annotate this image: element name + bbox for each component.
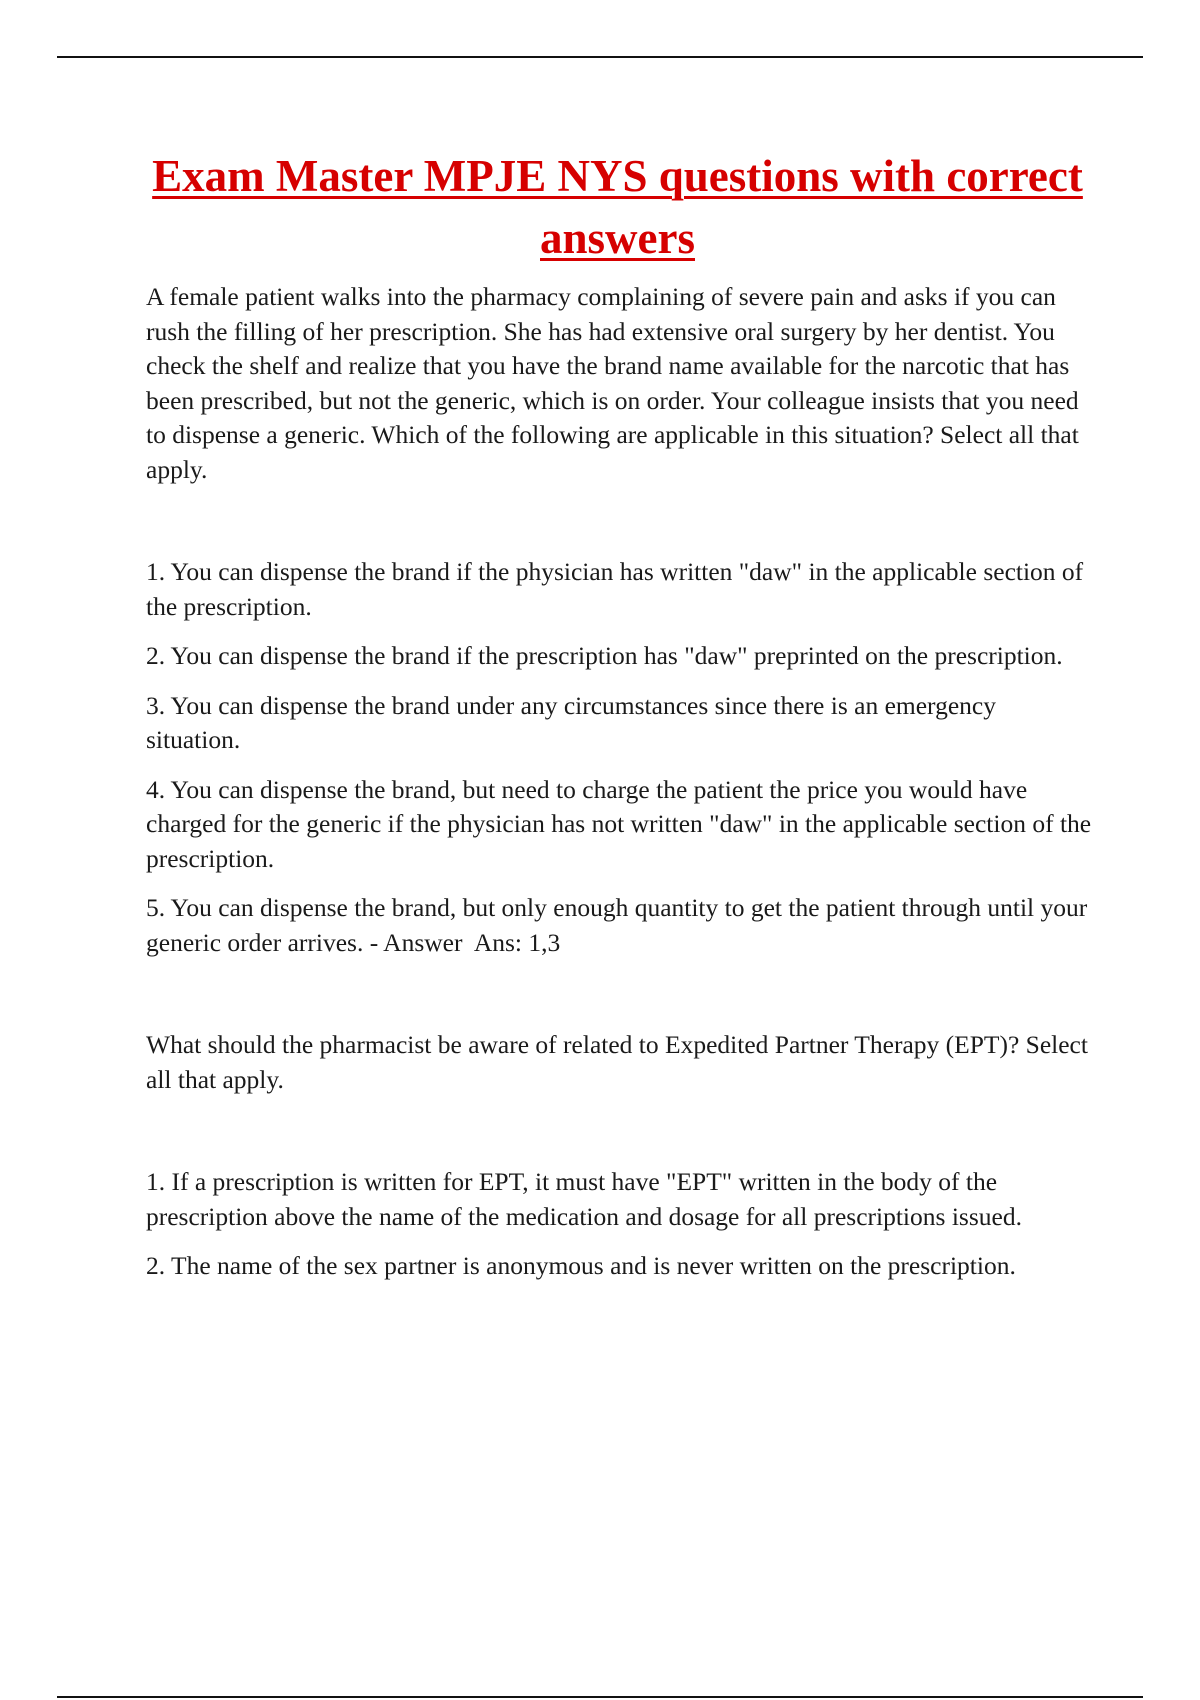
question-1-option-3: 3. You can dispense the brand under any circumstances since there is an emergency situation. bbox=[146, 690, 996, 754]
question-1-answer: - Answer Ans: 1,3 bbox=[363, 927, 561, 957]
question-2-option-1: 1. If a prescription is written for EPT, it must have "EPT" written in the body of the prescription above the name of the medication and dosage for all prescriptions issued. bbox=[146, 1167, 1022, 1231]
document-body bbox=[146, 280, 1096, 1299]
question-1-option-1: 1. You can dispense the brand if the physician has written "daw" in the applicable section of the prescription. bbox=[146, 557, 1084, 621]
question-1-option-2: 2. You can dispense the brand if the prescription has "daw" preprinted on the prescription. bbox=[146, 641, 1063, 670]
question-1-option-5-text: 5. You can dispense the brand, but only enough quantity to get the patient through until your generic order arrives. bbox=[146, 893, 1088, 957]
question-2-prompt: What should the pharmacist be aware of related to Expedited Partner Therapy (EPT)? Select all that apply. bbox=[146, 1030, 1088, 1094]
question-1-prompt: A female patient walks into the pharmacy complaining of severe pain and asks if you can rush the filling of her prescription. She has had extensive oral surgery by her dentist. You check the shelf and realize that you have the brand name available for the narcotic that has been prescribed, but not the generic, which is on order. Your colleague insists that you need to dispense a generic. Which of the following are applicable in this situation? Select all that apply. bbox=[146, 282, 1079, 484]
question-2-option-2: 2. The name of the sex partner is anonymous and is never written on the prescription. bbox=[146, 1251, 1016, 1280]
top-rule bbox=[57, 56, 1143, 58]
question-1-option-5 bbox=[146, 891, 1096, 960]
document-title: Exam Master MPJE NYS questions with correct answers bbox=[152, 151, 1083, 263]
bottom-rule bbox=[57, 1696, 1143, 1698]
question-1-option-4: 4. You can dispense the brand, but need to charge the patient the price you would have charged for the generic if the physician has not written "daw" in the applicable section of the prescription. bbox=[146, 774, 1092, 873]
